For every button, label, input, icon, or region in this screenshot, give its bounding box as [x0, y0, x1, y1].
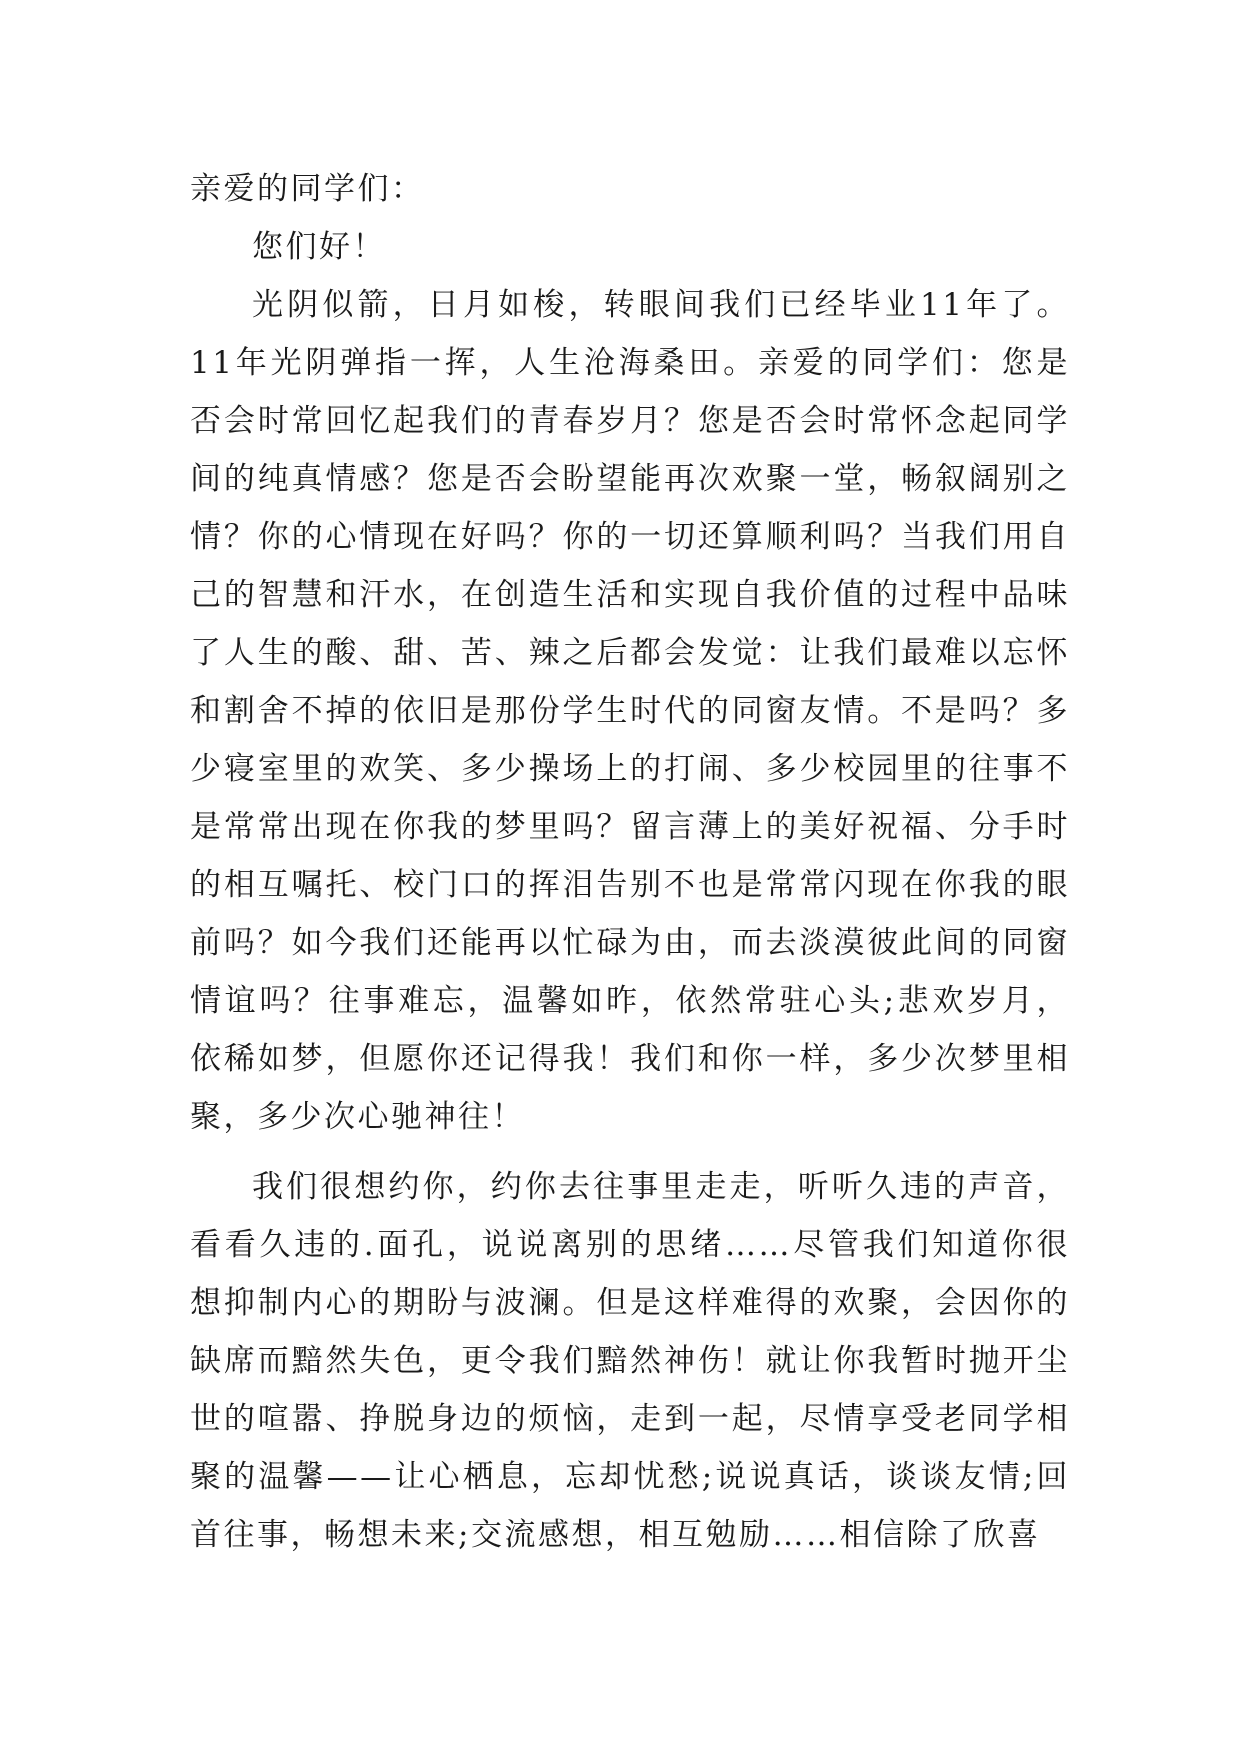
salutation: 亲爱的同学们： — [190, 171, 425, 207]
paragraph-2: 我们很想约你，约你去往事里走走，听听久违的声音，看看久违的.面孔，说说离别的思绪……尽管我们知道你很想抑制内心的期盼与波澜。但是这样难得的欢聚，会因你的缺席而黯然失色，更令我们黯然神伤！就让你我暂时抛开尘世的喧嚣、挣脱身边的烦恼，走到一起，尽情享受老同学相聚的温馨——让心栖息，忘却忧愁;说说真话，谈谈友情;回首往事，畅想未来;交流感想，相互勉励……相信除了欣喜 — [190, 1169, 1070, 1553]
letter-body — [190, 160, 1070, 1564]
paragraph-1: 光阴似箭，日月如梭，转眼间我们已经毕业11年了。11年光阴弹指一挥，人生沧海桑田。亲爱的同学们：您是否会时常回忆起我们的青春岁月？您是否会时常怀念起同学间的纯真情感？您是否会盼望能再次欢聚一堂，畅叙阔别之情？你的心情现在好吗？你的一切还算顺利吗？当我们用自己的智慧和汗水，在创造生活和实现自我价值的过程中品味了人生的酸、甜、苦、辣之后都会发觉：让我们最难以忘怀和割舍不掉的依旧是那份学生时代的同窗友情。不是吗？多少寝室里的欢笑、多少操场上的打闹、多少校园里的往事不是常常出现在你我的梦里吗？留言薄上的美好祝福、分手时的相互嘱托、校门口的挥泪告别不也是常常闪现在你我的眼前吗？如今我们还能再以忙碌为由，而去淡漠彼此间的同窗情谊吗？往事难忘，温馨如昨，依然常驻心头;悲欢岁月，依稀如梦，但愿你还记得我！我们和你一样，多少次梦里相聚，多少次心驰神往！ — [190, 287, 1070, 1135]
greeting: 您们好！ — [252, 229, 386, 265]
